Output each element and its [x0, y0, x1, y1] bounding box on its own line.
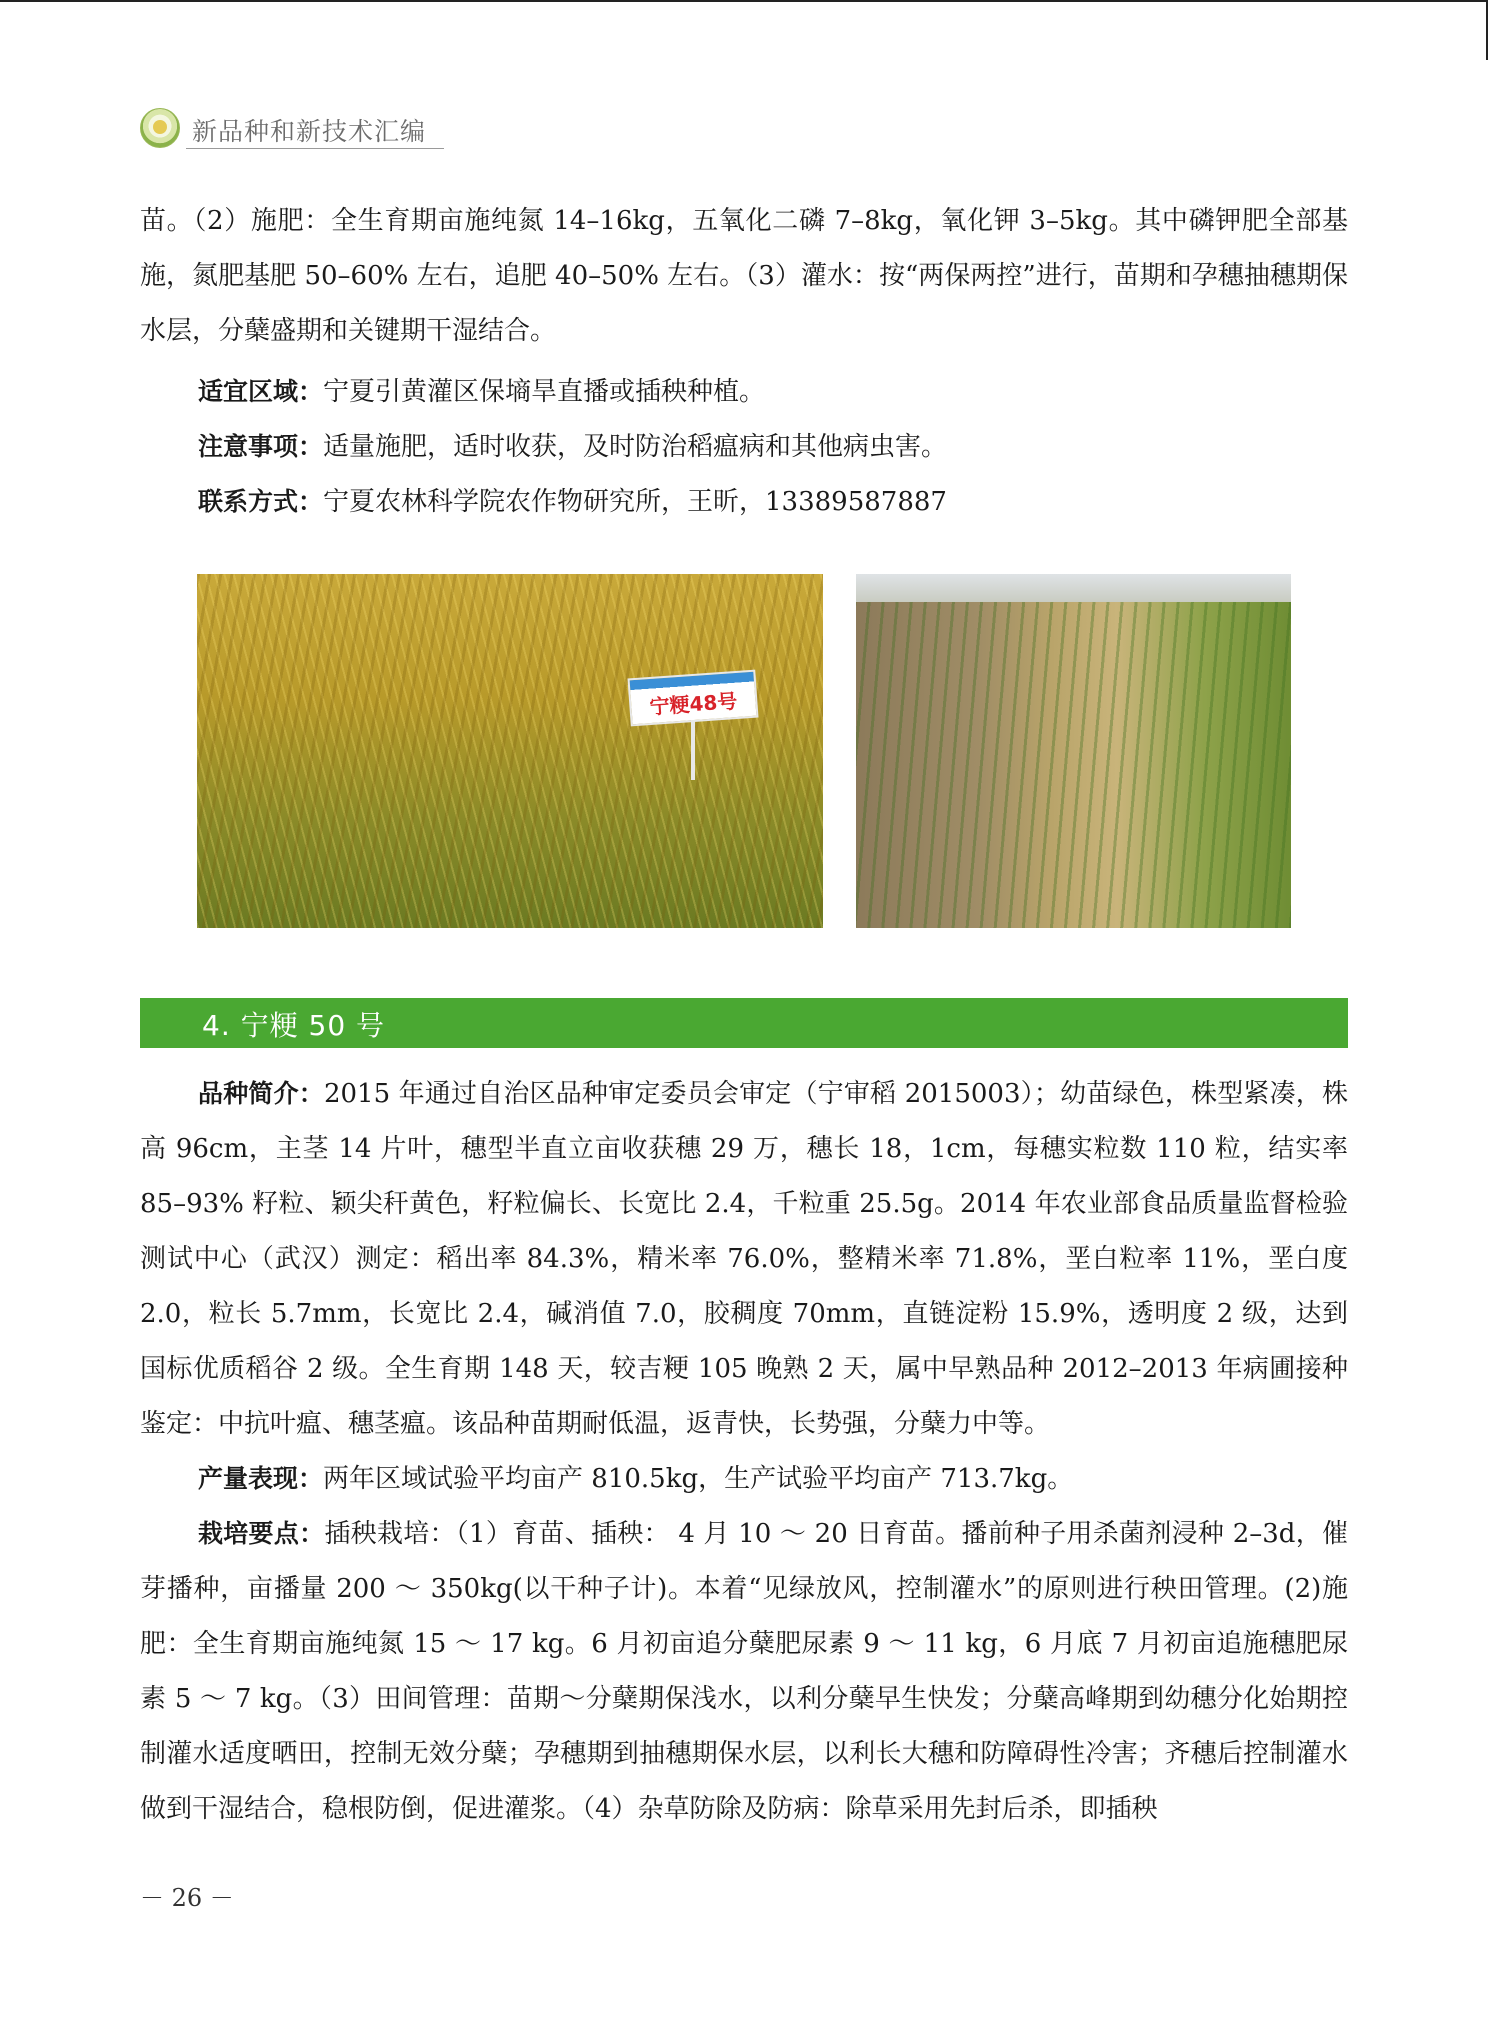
notes-text: 适量施肥，适时收获，及时防治稻瘟病和其他病虫害。	[323, 432, 948, 462]
cultivation-text: 插秧栽培：（1）育苗、插秧： 4 月 10 ～ 20 日育苗。播前种子用杀菌剂浸种 2–3d，催芽播种，亩播量 200 ～ 350kg(以干种子计)。本着“见绿放风，控制灌水”的原则进行秧田管理。(2)施肥：全生育期亩施纯氮 15 ～ 17 kg。6 月初亩追分蘖肥尿素 9 ～ 11 kg，6 月底 7 月初亩追施穗肥尿素 5 ～ 7 kg。（3）田间管理：苗期～分蘖期保浅水，以利分蘖早生快发；分蘖高峰期到幼穗分化始期控制灌水适度晒田，控制无效分蘖；孕穗期到抽穗期保水层，以利长大穗和防障碍性冷害；齐穗后控制灌水做到干湿结合，稳根防倒，促进灌浆。（4）杂草防除及防病：除草采用先封后杀，即插秧	[140, 1519, 1348, 1824]
page-header	[140, 108, 450, 152]
paragraph-intro	[140, 1066, 1348, 1452]
region-text: 宁夏引黄灌区保墒旱直播或插秧种植。	[323, 377, 766, 407]
paragraph-fertilization: 苗。（2）施肥：全生育期亩施纯氮 14–16kg，五氧化二磷 7–8kg，氧化钾 3–5kg。其中磷钾肥全部基施，氮肥基肥 50–60% 左右，追肥 40–50% 左右。（3）灌水：按“两保两控”进行，苗期和孕穗抽穗期保水层，分蘖盛期和关键期干湿结合。	[140, 206, 1348, 346]
contact-text: 宁夏农林科学院农作物研究所，王昕，13389587887	[323, 487, 947, 517]
yield-label: 产量表现：	[198, 1464, 324, 1493]
photo-sky	[856, 574, 1291, 602]
header-rule	[186, 148, 444, 149]
contact-label: 联系方式：	[198, 487, 324, 516]
section-title: 4. 宁粳 50 号	[202, 1009, 386, 1042]
paragraph-yield	[140, 1451, 1348, 1507]
paragraph-cultivation	[140, 1506, 1348, 1837]
logo-icon	[140, 108, 180, 148]
paragraph-contact	[140, 474, 1348, 530]
rice-panicle-photo	[856, 574, 1291, 928]
paragraph-region	[140, 364, 1348, 420]
yield-text: 两年区域试验平均亩产 810.5kg，生产试验平均亩产 713.7kg。	[323, 1464, 1074, 1494]
top-border-line	[0, 0, 1488, 2]
intro-text: 2015 年通过自治区品种审定委员会审定（宁审稻 2015003）；幼苗绿色，株型紧凑，株高 96cm，主茎 14 片叶，穗型半直立亩收获穗 29 万，穗长 18，1cm，每穗实粒数 110 粒，结实率 85–93% 籽粒、颖尖秆黄色，籽粒偏长、长宽比 2.4，千粒重 25.5g。2014 年农业部食品质量监督检验测试中心（武汉）测定：稻出率 84.3%，精米率 76.0%，整精米率 71.8%，垩白粒率 11%，垩白度 2.0，粒长 5.7mm，长宽比 2.4，碱消值 7.0，胶稠度 70mm，直链淀粉 15.9%，透明度 2 级，达到国标优质稻谷 2 级。全生育期 148 天，较吉粳 105 晚熟 2 天，属中早熟品种 2012–2013 年病圃接种鉴定：中抗叶瘟、穗茎瘟。该品种苗期耐低温，返青快，长势强，分蘖力中等。	[140, 1079, 1348, 1439]
cultivation-label: 栽培要点：	[198, 1519, 325, 1548]
section-heading-bar	[140, 998, 1348, 1048]
notes-label: 注意事项：	[198, 432, 324, 461]
variety-sign-text: 宁粳48号	[648, 688, 739, 719]
page-number: － 26 －	[140, 1884, 234, 1912]
rice-field-photo	[197, 574, 823, 928]
region-label: 适宜区域：	[198, 377, 324, 406]
variety-sign	[627, 670, 758, 727]
paragraph-notes	[140, 419, 1348, 475]
header-title: 新品种和新技术汇编	[192, 117, 427, 146]
sign-post	[691, 720, 695, 780]
intro-label: 品种简介：	[198, 1079, 324, 1108]
